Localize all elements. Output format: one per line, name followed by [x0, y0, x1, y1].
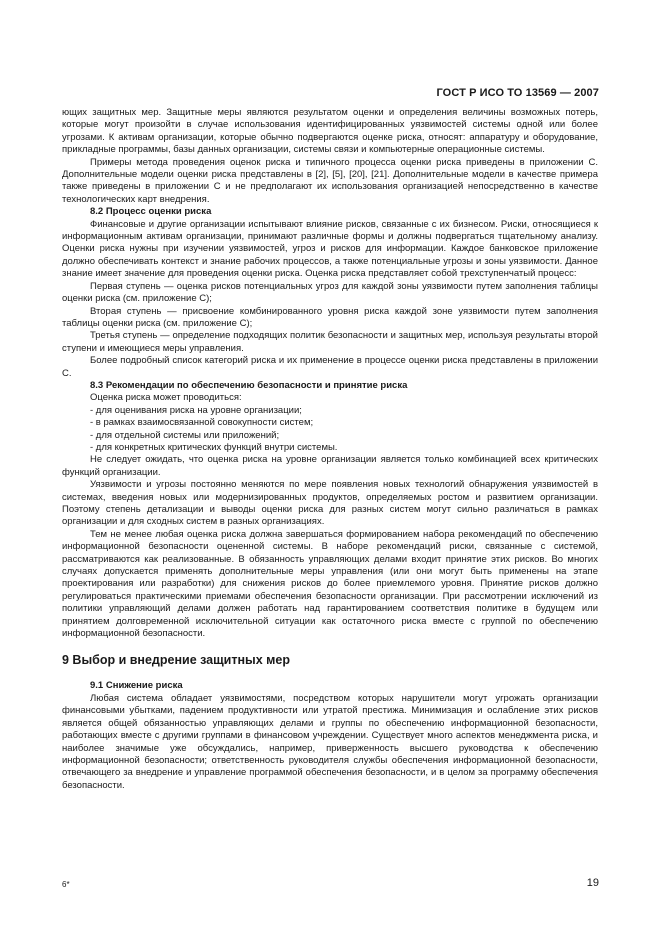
- section-heading-8-3: 8.3 Рекомендации по обеспечению безопасности и принятие риска: [90, 379, 408, 391]
- signature-mark: 6*: [62, 880, 70, 889]
- section-heading-8-2: 8.2 Процесс оценки риска: [90, 206, 212, 218]
- list-item: - для конкретных критических функций внутри системы.: [90, 441, 338, 453]
- list-item: - для отдельной системы или приложений;: [90, 429, 280, 441]
- paragraph: Любая система обладает уязвимостями, посредством которых нарушители могут угрожать организации финансовыми убытками, падением продуктивности или утратой престижа. Минимизация и ослабление этих рисков является общей обязанностью управляющих делами и группы по обеспечению информационной безопасности, работающих вместе с другими группами в финансовом учреждении. Существует много аспектов менеджмента риска, и наиболее значимые уже обсуждались, например, приверженность высшего руководства к обеспечению информационной безопасности; ответственность руководителя службы обеспечения информационной безопасности, отвечающего за внедрение и управление программой обеспечения безопасности, и в целом за программу обеспечения безопасности.: [62, 692, 598, 791]
- paragraph: Вторая ступень — присвоение комбинированного уровня риска каждой зоне уязвимости путем заполнения таблицы оценки риска (см. приложение С);: [62, 305, 598, 329]
- document-code-header: ГОСТ Р ИСО ТО 13569 — 2007: [436, 87, 599, 99]
- page-number: 19: [586, 877, 599, 889]
- paragraph: Тем не менее любая оценка риска должна завершаться формированием набора рекомендаций по обеспечению информационной безопасности оцененной системы. В наборе рекомендаций риски, связанные с системой, рассматриваются как реализованные. В обязанность управляющих делами входит принятие этих рисков. Во многих случаях допускается применять дополнительные меры управления (или они могут быть применены на этапе проектирования или разработки) для снижения рисков до более приемлемого уровня. Принятие рисков должно регулироваться практическими приемами обеспечения безопасности организации. При рассмотрении исключений из политики управляющий делами должен работать над гарантированием соответствия политике в будущем или принятием долговременной исключительной ситуации как остаточного риска вместе с группой по обеспечению информационной безопасности.: [62, 528, 598, 640]
- paragraph: Примеры метода проведения оценок риска и типичного процесса оценки риска приведены в приложении С. Дополнительные модели оценки риска представлены в [2], [5], [20], [21]. Дополнительные модели в качестве примера также приведены в приложении С и не предполагают их использования организацией непосредственно в качестве технологических карт внедрения.: [62, 156, 598, 205]
- list-item: - для оценивания риска на уровне организации;: [90, 404, 302, 416]
- paragraph: Не следует ожидать, что оценка риска на уровне организации является только комбинацией всех критических функций организации.: [62, 454, 598, 478]
- section-heading-9-1: 9.1 Снижение риска: [90, 680, 183, 692]
- paragraph: Оценка риска может проводиться:: [90, 392, 242, 404]
- paragraph: Третья ступень — определение подходящих политик безопасности и защитных мер, используя результаты второй ступени и имеющиеся меры управления.: [62, 330, 598, 354]
- paragraph: Финансовые и другие организации испытывают влияние рисков, связанные с их бизнесом. Риски, относящиеся к информационным активам организации, принимают различные формы и должны подвергаться тщательному анализу. Оценки риска нужны при изучении уязвимостей, угроз и рисков для информации. Каждое банковское приложение должно обеспечивать контекст и знание рабочих процессов, а также потенциальные угрозы и зоны уязвимости. Данное знание имеет значение для проведения оценки риска. Оценка риска представляет собой трехступенчатый процесс:: [62, 218, 598, 280]
- paragraph: ющих защитных мер. Защитные меры являются результатом оценки и определения величины возможных потерь, которые могут произойти в случае использования идентифицированных уязвимостей системы одной или более угрозами. К активам организации, которые обычно подвергаются оценке риска, относят: аппаратуру и оборудование, прикладные программы, базы данных организации, системы связи и компьютерные операционные системы.: [62, 107, 598, 156]
- paragraph: Более подробный список категорий риска и их применение в процессе оценки риска представлены в приложении С.: [62, 355, 598, 379]
- paragraph: Первая ступень — оценка рисков потенциальных угроз для каждой зоны уязвимости путем заполнения таблицы оценки риска (см. приложение С);: [62, 280, 598, 305]
- list-item: - в рамках взаимосвязанной совокупности систем;: [90, 417, 314, 429]
- section-heading-9: 9 Выбор и внедрение защитных мер: [62, 653, 290, 668]
- page-content: [62, 107, 598, 792]
- paragraph: Уязвимости и угрозы постоянно меняются по мере появления новых технологий обнаружения уязвимостей в системах, введения новых или модернизированных продуктов, определяемых ростом и развитием организации. Поэтому степень детализации и выводы оценки риска для разных систем могут сильно различаться в рамках организации и для сходных систем в разных организациях.: [62, 479, 598, 528]
